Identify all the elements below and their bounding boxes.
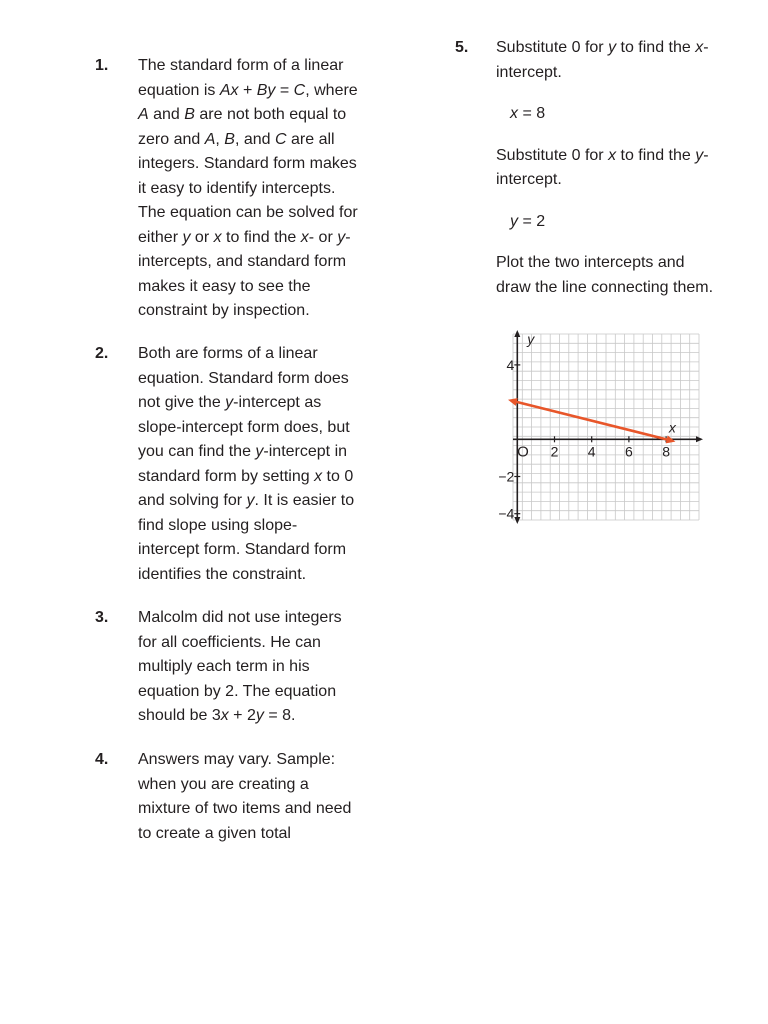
text-line: and solving for y. It is easier to [138,492,355,509]
text-line: slope-intercept form does, but [138,418,350,436]
answer-text [138,54,358,324]
text-line: The standard form of a linear [138,57,344,74]
text-line: intercept. [496,63,562,81]
text-line: multiply each term in his [138,658,310,675]
step-text [496,144,713,193]
answer-text [496,36,713,300]
x-tick-label: 2 [550,443,559,460]
text-line: equation by 2. The equation [138,682,337,700]
step-text [496,251,713,300]
y-axis-label: y [527,331,535,347]
answer-number: 1. [95,57,109,74]
text-line: not give the y-intercept as [138,394,322,411]
y-axis-arrow-up [514,330,520,337]
x-axis-arrow [696,436,703,442]
origin-label: O [517,443,529,461]
text-line: integers. Standard form makes [138,155,357,172]
text-line: Malcolm did not use integers [138,609,342,626]
text-line: intercept form. Standard form [138,541,347,558]
text-line: A and B are not both equal to [138,106,347,123]
series-line [513,401,670,440]
x-tick-label: 8 [662,443,670,460]
intercept-graph [498,328,705,528]
x-tick-label: 4 [587,443,596,460]
text-line: it easy to identify intercepts. [138,179,336,197]
text-line: when you are creating a [138,775,309,793]
text-line: y = 2 [510,212,546,230]
text-line: constraint by inspection. [138,302,310,319]
x-axis-label: x [668,419,676,436]
text-line: for all coefficients. He can [138,633,321,651]
text-line: mixture of two items and need [138,800,352,817]
y-tick-label: 4 [506,356,515,373]
text-line: Answers may vary. Sample: [138,751,336,768]
text-line: makes it easy to see the [138,277,311,295]
step-text [496,36,713,85]
y-tick-label: −2 [498,468,515,485]
answer-number: 2. [95,345,109,362]
text-line: either y or x to find the x- or y- [138,228,351,246]
equation-line [496,210,713,235]
text-line: to create a given total [138,824,291,842]
text-line: intercepts, and standard form [138,253,347,270]
text-line: identifies the constraint. [138,565,307,583]
y-axis-arrow-down [514,517,520,524]
text-line: The equation can be solved for [138,204,358,221]
answer-number: 4. [95,751,109,768]
text-line: find slope using slope- [138,516,298,534]
text-line: intercept. [496,171,562,188]
text-line: you can find the y-intercept in [138,443,348,460]
text-line: Plot the two intercepts and [496,254,685,271]
text-line: x = 8 [510,105,546,122]
text-line: equation. Standard form does [138,369,349,387]
text-line: zero and A, B, and C are all [138,130,335,148]
answer-text [138,606,342,729]
text-line: Both are forms of a linear [138,345,318,362]
text-line: Substitute 0 for x to find the y- [496,146,709,164]
answer-number: 3. [95,609,109,626]
equation-line [496,102,713,127]
text-line: Substitute 0 for y to find the x- [496,39,709,56]
answer-text [138,342,354,587]
text-line: standard form by setting x to 0 [138,467,354,485]
y-tick-label: −4 [498,505,515,522]
text-line: draw the line connecting them. [496,278,714,296]
text-line: equation is Ax + By = C, where [138,81,358,99]
text-line: should be 3x + 2y = 8. [138,707,296,724]
answer-number: 5. [455,39,469,56]
x-tick-label: 6 [625,443,633,460]
answer-text [138,748,351,846]
